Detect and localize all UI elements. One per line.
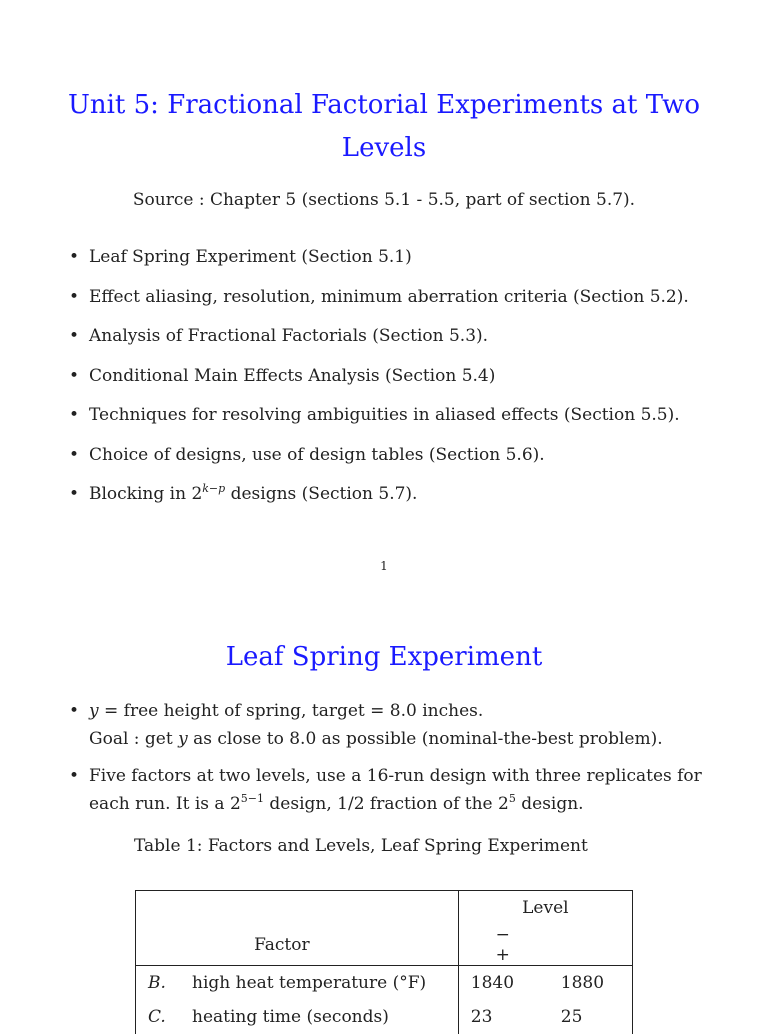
list-item: • Analysis of Fractional Factorials (Section 5.3). bbox=[65, 322, 725, 350]
source-line: Source : Chapter 5 (sections 5.1 - 5.5, part of section 5.7). bbox=[132, 190, 636, 210]
factor-name: high heat temperature (°F) bbox=[192, 973, 427, 993]
factor-label: C. bbox=[148, 1007, 166, 1027]
list-item: • Techniques for resolving ambiguities in aliased effects (Section 5.5). bbox=[65, 401, 725, 429]
list-item bbox=[65, 697, 725, 753]
bullet-text: Blocking in 2 bbox=[89, 484, 203, 504]
variable: y bbox=[178, 729, 188, 749]
variable: y bbox=[89, 701, 99, 721]
page-title: Unit 5: Fractional Factorial Experiments at Two Levels bbox=[67, 90, 701, 163]
list-item: • Leaf Spring Experiment (Section 5.1) bbox=[65, 243, 725, 271]
topic-list bbox=[65, 243, 725, 520]
minus-header: − bbox=[495, 925, 510, 945]
table-row bbox=[136, 966, 633, 1001]
list-item bbox=[65, 480, 725, 508]
page-number: 1 bbox=[380, 559, 388, 573]
table-header-row bbox=[136, 925, 633, 966]
factors-table bbox=[135, 890, 633, 1034]
level-header: Level bbox=[458, 891, 632, 926]
exponent: k−p bbox=[202, 482, 226, 495]
minus-level: 1840 bbox=[470, 973, 515, 993]
section-title: Leaf Spring Experiment bbox=[225, 642, 543, 672]
exponent: 5 bbox=[508, 792, 516, 805]
plus-level: 25 bbox=[560, 1007, 583, 1027]
bullet-text: Goal : get bbox=[89, 729, 179, 749]
table-caption: Table 1: Factors and Levels, Leaf Spring Experiment bbox=[134, 836, 588, 856]
minus-level: 23 bbox=[470, 1007, 493, 1027]
bullet-text: Five factors at two levels, use a 16-run design with three replicates for each run. It is a 2 bbox=[89, 766, 702, 814]
factor-header: Factor bbox=[136, 925, 459, 966]
bullet-text: design, 1/2 fraction of the 2 bbox=[264, 794, 509, 814]
list-item bbox=[65, 762, 725, 818]
plus-level: 1880 bbox=[560, 973, 605, 993]
list-item: • Conditional Main Effects Analysis (Section 5.4) bbox=[65, 362, 725, 390]
exponent: 5−1 bbox=[240, 792, 264, 805]
bullet-text: designs (Section 5.7). bbox=[225, 484, 418, 504]
content-list bbox=[65, 697, 725, 827]
bullet-text: = free height of spring, target = 8.0 inches. bbox=[98, 701, 484, 721]
list-item: • Choice of designs, use of design tables (Section 5.6). bbox=[65, 441, 725, 469]
bullet-text: design. bbox=[515, 794, 584, 814]
list-item: • Effect aliasing, resolution, minimum aberration criteria (Section 5.2). bbox=[65, 283, 725, 311]
factor-label: B. bbox=[148, 973, 166, 993]
table-row bbox=[136, 1000, 633, 1034]
bullet-text: as close to 8.0 as possible (nominal-the-best problem). bbox=[187, 729, 663, 749]
factor-name: heating time (seconds) bbox=[192, 1007, 389, 1027]
table-header-row bbox=[136, 891, 633, 926]
plus-header: + bbox=[495, 945, 510, 965]
